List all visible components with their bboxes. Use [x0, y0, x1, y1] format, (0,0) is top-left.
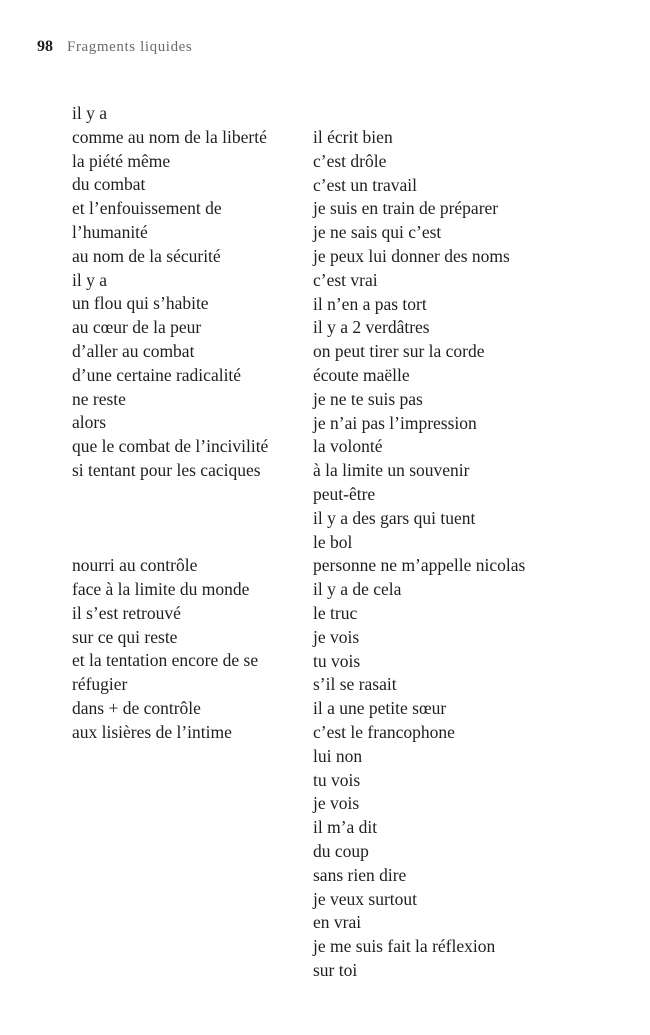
poem-line: du coup	[313, 840, 369, 861]
poem-line: sans rien dire	[313, 864, 407, 885]
poem-line: au cœur de la peur	[72, 317, 202, 338]
poem-line: d’aller au combat	[72, 340, 195, 361]
poem-line: il y a	[72, 269, 107, 290]
left-poem-column	[72, 102, 268, 745]
poem-line: il y a	[72, 103, 107, 123]
poem-line: écoute maëlle	[313, 364, 410, 385]
poem-line: si tentant pour les caciques	[72, 459, 261, 480]
poem-line: peut-être	[313, 483, 376, 504]
right-poem-column	[313, 126, 525, 983]
poem-line: il écrit bien	[313, 127, 393, 147]
poem-line: c’est drôle	[313, 150, 387, 171]
poem-line: je veux surtout	[313, 888, 418, 909]
poem-line: il a une petite sœur	[313, 698, 447, 719]
poem-line: un flou qui s’habite	[72, 293, 209, 314]
poem-line: réfugier	[72, 674, 128, 695]
poem-line: le bol	[313, 531, 353, 552]
poem-line: dans + de contrôle	[72, 697, 201, 718]
poem-line: tu vois	[313, 650, 361, 671]
poem-line: nourri au contrôle	[72, 555, 198, 576]
poem-line: il m’a dit	[313, 817, 378, 838]
running-title: Fragments liquides	[67, 39, 193, 55]
page-header	[37, 38, 192, 64]
poem-line: je vois	[313, 626, 360, 647]
poem-line: et la tentation encore de se	[72, 650, 259, 671]
poem-line: tu vois	[313, 769, 361, 790]
poem-line: je suis en train de préparer	[313, 198, 499, 219]
poem-line: il y a de cela	[313, 579, 402, 600]
poem-line: je ne sais qui c’est	[313, 222, 442, 243]
poem-line: je me suis fait la réflexion	[313, 936, 496, 957]
poem-line: l’humanité	[72, 221, 148, 242]
poem-line: comme au nom de la liberté	[72, 126, 267, 147]
poem-line: il y a des gars qui tuent	[313, 507, 476, 528]
poem-line: en vrai	[313, 912, 362, 933]
poem-line: alors	[72, 412, 107, 433]
poem-line: il s’est retrouvé	[72, 602, 181, 623]
poem-line: sur toi	[313, 959, 358, 980]
poem-line: je n’ai pas l’impression	[313, 412, 477, 433]
poem-line: la piété même	[72, 150, 171, 171]
stanza-gap	[72, 483, 268, 554]
poem-line: que le combat de l’incivilité	[72, 436, 269, 457]
poem-line: aux lisières de l’intime	[72, 721, 232, 742]
poem-line: au nom de la sécurité	[72, 245, 221, 266]
poem-line: c’est un travail	[313, 174, 417, 195]
poem-line: face à la limite du monde	[72, 578, 250, 599]
poem-line: d’une certaine radicalité	[72, 364, 242, 385]
poem-line: lui non	[313, 745, 363, 766]
poem-line: personne ne m’appelle nicolas	[313, 555, 526, 576]
stanza-1	[72, 102, 268, 483]
poem-line: du combat	[72, 174, 146, 195]
poem-line: il y a 2 verdâtres	[313, 317, 430, 338]
poem-line: je peux lui donner des noms	[313, 245, 510, 266]
poem-line: je vois	[313, 793, 360, 814]
poem-line: le truc	[313, 602, 358, 623]
poem-line: s’il se rasait	[313, 674, 397, 695]
page-number: 98	[37, 38, 53, 55]
poem-line: sur ce qui reste	[72, 626, 178, 647]
poem-line: la volonté	[313, 436, 383, 457]
poem-line: il n’en a pas tort	[313, 293, 427, 314]
poem-line: c’est le francophone	[313, 721, 455, 742]
poem-line: c’est vrai	[313, 269, 378, 290]
stanza-2	[72, 554, 268, 744]
poem-line: à la limite un souvenir	[313, 460, 470, 481]
poem-line: ne reste	[72, 388, 126, 409]
poem-line: et l’enfouissement de	[72, 198, 222, 219]
poem-line: on peut tirer sur la corde	[313, 341, 485, 362]
poem-line: je ne te suis pas	[313, 388, 423, 409]
